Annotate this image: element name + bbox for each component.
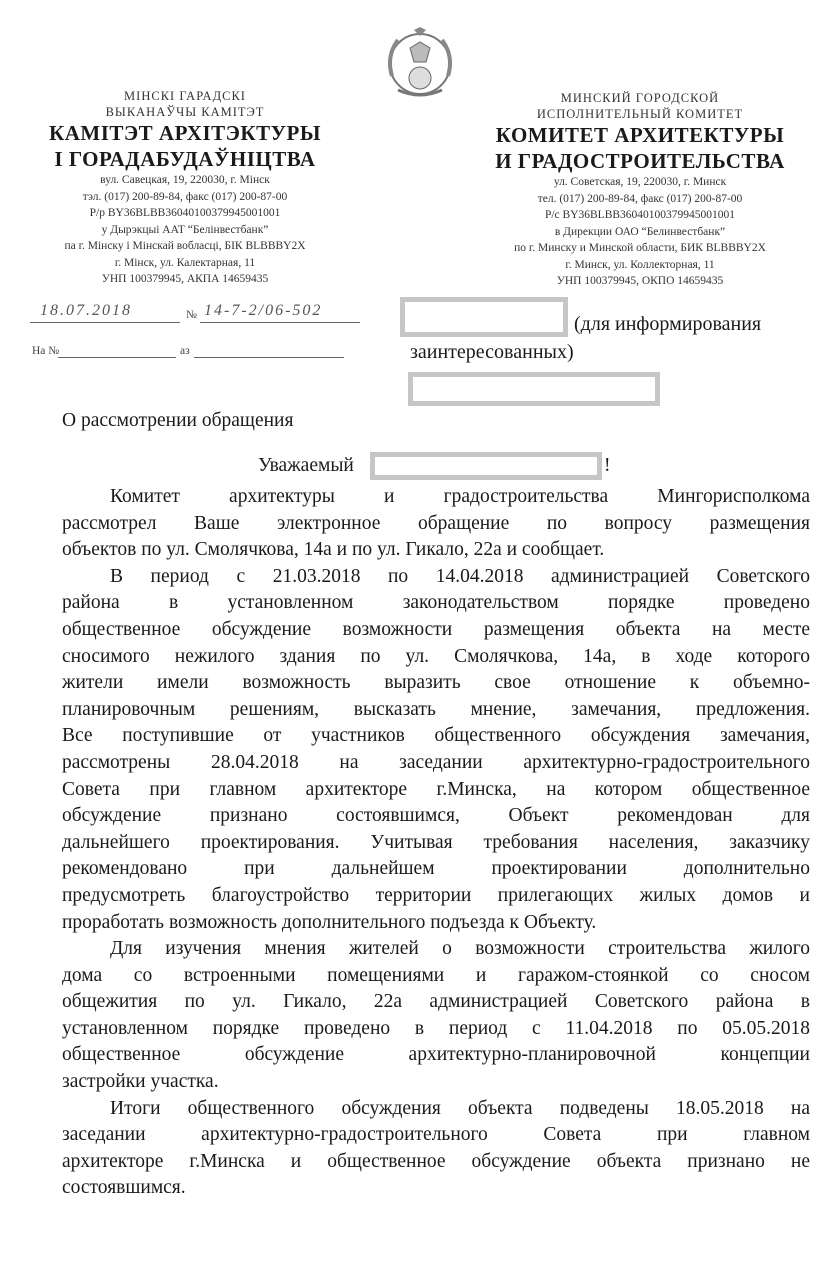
ref-from-label: аз xyxy=(180,345,190,357)
address-line: у Дырэкцыі ААТ “Белінвестбанк” xyxy=(101,223,269,236)
ref-from-underline xyxy=(194,357,344,358)
address-line: в Дирекции ОАО “Белинвестбанк” xyxy=(554,225,726,238)
letter-body xyxy=(62,484,810,1202)
address-line: па г. Мінску і Мінскай вобласці, БІК BLBBBY2X xyxy=(64,240,306,252)
paragraph-line: планировочным решениям, высказать мнение, замечания, предложения. xyxy=(62,698,810,720)
address-line: г. Мінск, ул. Калектарная, 11 xyxy=(114,256,256,269)
paragraph-line: застройки участка. xyxy=(62,1071,219,1093)
recipient-note: (для информирования xyxy=(574,313,762,335)
number-sign: № xyxy=(186,309,197,321)
paragraph-line: объектов по ул. Смолячкова, 14а и по ул. Гикало, 22а и сообщает. xyxy=(62,539,605,561)
committee-title: І ГОРАДАБУДАЎНІЦТВА xyxy=(54,147,316,171)
paragraph-line: дальнейшего проектирования. Учитывая требования населения, заказчику xyxy=(62,831,810,853)
paragraph-line: обсуждение признано состоявшимся, Объект рекомендован для xyxy=(62,805,810,827)
date-underline xyxy=(30,322,180,323)
recipient-note: заинтересованных) xyxy=(410,341,574,363)
paragraph-line: сносимого нежилого здания по ул. Смолячкова, 14а, в ходе которого xyxy=(62,645,810,667)
paragraph-line: В период с 21.03.2018 по 14.04.2018 администрацией Советского xyxy=(110,565,810,587)
paragraph xyxy=(62,936,810,1096)
address-line: по г. Минску и Минской области, БИК BLBBBY2X xyxy=(514,242,766,254)
paragraph-line: Все поступившие от участников общественного обсуждения замечания, xyxy=(62,725,810,747)
letter-subject: О рассмотрении обращения xyxy=(62,410,294,431)
paragraph xyxy=(62,1096,810,1202)
paragraph-line: Для изучения мнения жителей о возможности строительства жилого xyxy=(110,938,810,960)
redacted-address xyxy=(408,372,660,406)
greeting-punctuation: ! xyxy=(604,455,611,476)
paragraph-line: района в установленном законодательством порядке проведено xyxy=(62,592,810,614)
paragraph-line: состоявшимся. xyxy=(62,1177,186,1199)
greeting: Уважаемый xyxy=(258,455,354,476)
paragraph-line: предусмотреть благоустройство территории прилегающих жилых домов и xyxy=(62,884,810,906)
paragraph-line: рекомендовано при дальнейшем проектировании дополнительно xyxy=(62,858,810,880)
paragraph-line: архитекторе г.Минска и общественное обсуждение объекта признано не xyxy=(62,1150,810,1172)
redacted-recipient xyxy=(400,297,568,337)
letter-date: 18.07.2018 xyxy=(40,302,132,319)
paragraph xyxy=(62,564,810,936)
paragraph-line: рассмотрел Ваше электронное обращение по вопросу размещения xyxy=(62,512,810,534)
address-line: Р/с BY36BLBB36040100379945001001 xyxy=(544,209,736,221)
state-emblem-icon xyxy=(384,26,456,102)
paragraph-line: заседании архитектурно-градостроительного Совета при главном xyxy=(62,1124,810,1146)
ref-label: На № xyxy=(32,345,60,357)
letter-number: 14-7-2/06-502 xyxy=(204,302,323,319)
paragraph-line: общественное обсуждение возможности размещения объекта на месте xyxy=(62,618,810,640)
paragraph-line: общежития по ул. Гикало, 22а администрацией Советского района в xyxy=(62,991,810,1013)
committee-title: КАМІТЭТ АРХІТЭКТУРЫ xyxy=(49,121,321,145)
org-line: ИСПОЛНИТЕЛЬНЫЙ КОМИТЕТ xyxy=(536,107,744,121)
org-line: ВЫКАНАЎЧЫ КАМІТЭТ xyxy=(105,105,265,119)
letterhead-belarusian xyxy=(20,88,350,288)
redacted-name xyxy=(370,452,602,480)
paragraph-line: проработать возможность дополнительного подъезда к Объекту. xyxy=(62,911,597,933)
number-underline xyxy=(200,322,360,323)
paragraph-line: установленном порядке проведено в период с 11.04.2018 по 05.05.2018 xyxy=(62,1017,810,1039)
paragraph-line: дома со встроенными помещениями и гаражом-стоянкой со сносом xyxy=(62,964,810,986)
paragraph-line: Итоги общественного обсуждения объекта подведены 18.05.2018 на xyxy=(110,1097,810,1119)
address-line: УНП 100379945, АКПА 14659435 xyxy=(101,273,269,285)
address-line: тэл. (017) 200-89-84, факс (017) 200-87-00 xyxy=(82,190,288,203)
letterhead-russian xyxy=(455,90,825,290)
address-line: вул. Савецкая, 19, 220030, г. Мінск xyxy=(100,174,270,186)
committee-title: И ГРАДОСТРОИТЕЛЬСТВА xyxy=(495,149,785,173)
address-line: тел. (017) 200-89-84, факс (017) 200-87-00 xyxy=(537,192,743,205)
paragraph xyxy=(62,484,810,564)
paragraph-line: Комитет архитектуры и градостроительства Мингорисполкома xyxy=(110,486,810,507)
address-line: УНП 100379945, ОКПО 14659435 xyxy=(556,275,724,287)
paragraph-line: рассмотрены 28.04.2018 на заседании архитектурно-градостроительного xyxy=(62,751,810,773)
committee-title: КОМИТЕТ АРХИТЕКТУРЫ xyxy=(495,123,785,147)
paragraph-line: Совета при главном архитекторе г.Минска, на котором общественное xyxy=(62,778,810,800)
ref-underline xyxy=(58,357,176,358)
paragraph-line: общественное обсуждение архитектурно-планировочной концепции xyxy=(62,1044,810,1066)
org-line: МИНСКИЙ ГОРОДСКОЙ xyxy=(560,91,720,105)
paragraph-line: жители имели возможность выразить свое отношение к объемно- xyxy=(62,672,810,694)
org-line: МІНСКІ ГАРАДСКІ xyxy=(124,89,246,103)
address-line: Р/р BY36BLBB36040100379945001001 xyxy=(89,207,281,219)
address-line: г. Минск, ул. Коллекторная, 11 xyxy=(565,258,715,271)
address-line: ул. Советская, 19, 220030, г. Минск xyxy=(553,176,727,188)
